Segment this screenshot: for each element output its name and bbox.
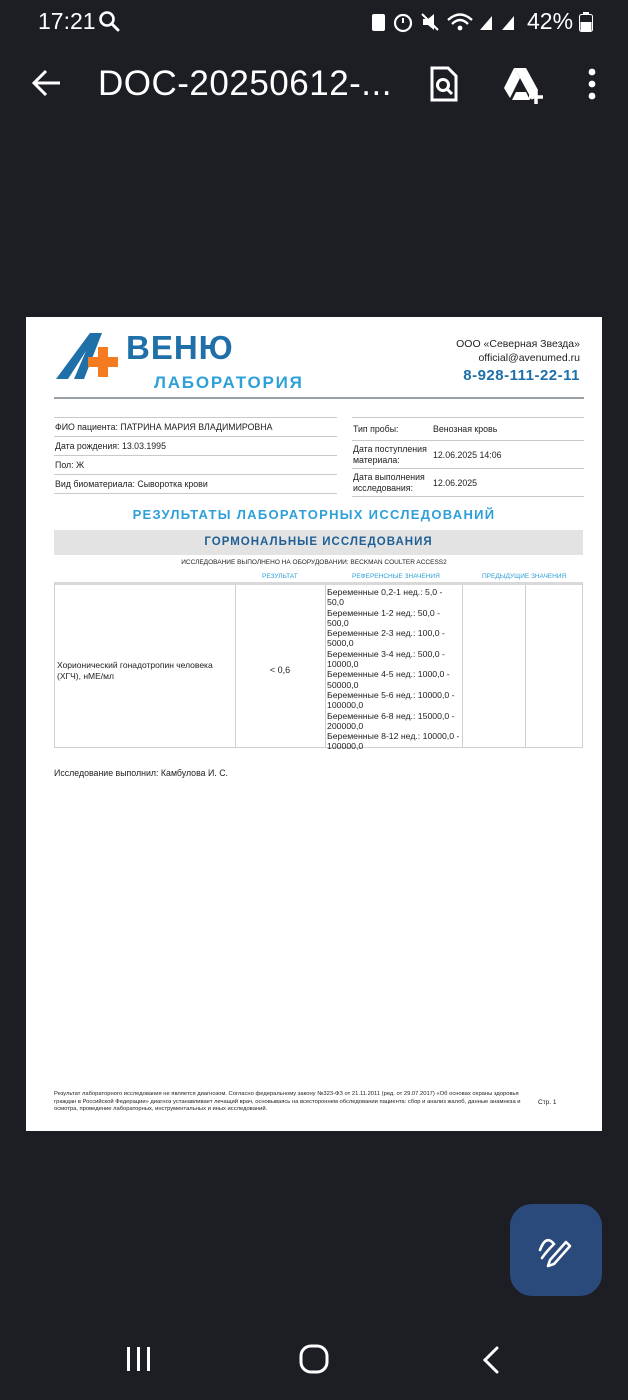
sample-received-value: 12.06.2025 14:06 bbox=[433, 449, 502, 460]
reference-line: Беременные 2-3 нед.: 100,0 - bbox=[327, 628, 445, 639]
reference-line: 500,0 bbox=[327, 617, 349, 628]
nav-back-icon[interactable] bbox=[480, 1346, 502, 1374]
status-icons bbox=[368, 10, 518, 34]
page-number: Стр. 1 bbox=[538, 1099, 557, 1106]
disclaimer: Результат лабораторного исследования не является диагнозом. Согласно федеральному закону №323-ФЗ от 21.11.2011 (ред. от 29.07.2017) «Об основах охраны здоровья граждан в Российской Федерации» диагноз устанавливает лечащий врач, основываясь на всестороннем обследовании пациента: сбор и анализ жалоб, данные анамнеза и осмотра, проведение лабораторных, инструментальных и иных исследований. bbox=[54, 1091, 521, 1113]
results-title: РЕЗУЛЬТАТЫ ЛАБОРАТОРНЫХ ИССЛЕДОВАНИЙ bbox=[132, 507, 496, 522]
search-document-icon[interactable] bbox=[424, 64, 464, 104]
logo-brand: ВЕНЮ bbox=[126, 329, 234, 366]
patient-info bbox=[54, 417, 337, 494]
reference-line: Беременные 3-4 нед.: 500,0 - bbox=[327, 648, 445, 659]
status-time: 17:21 bbox=[38, 8, 96, 34]
document-page[interactable] bbox=[26, 317, 602, 1131]
logo-a-icon bbox=[54, 329, 134, 385]
reference-line: Беременные 5-6 нед.: 10000,0 - bbox=[327, 689, 455, 700]
more-vert-icon[interactable] bbox=[580, 64, 604, 104]
performer: Исследование выполнил: Камбулова И. С. bbox=[54, 768, 228, 778]
sample-info bbox=[352, 417, 584, 497]
sample-done-value: 12.06.2025 bbox=[433, 477, 478, 488]
company-block bbox=[456, 337, 580, 383]
document-title: DOC-20250612-... bbox=[98, 64, 392, 103]
sample-done-row bbox=[352, 468, 584, 497]
company-phone: 8-928-111-22-11 bbox=[463, 367, 580, 384]
search-icon bbox=[98, 10, 120, 32]
sample-received-row bbox=[352, 440, 584, 468]
results-table bbox=[54, 582, 583, 752]
reference-line: Беременные 8-12 нед.: 10000,0 - bbox=[327, 731, 460, 742]
drive-add-icon[interactable] bbox=[500, 64, 546, 104]
edit-fab[interactable] bbox=[510, 1204, 602, 1296]
logo-subtitle: ЛАБОРАТОРИЯ bbox=[154, 373, 304, 392]
section-title: ГОРМОНАЛЬНЫЕ ИССЛЕДОВАНИЯ bbox=[54, 530, 583, 555]
reference-values bbox=[327, 587, 463, 752]
sample-type-value: Венозная кровь bbox=[433, 424, 498, 434]
navigation-bar bbox=[0, 1320, 628, 1400]
reference-line: 10000,0 bbox=[327, 659, 359, 670]
reference-line: 200000,0 bbox=[327, 720, 364, 731]
edit-pen-icon bbox=[536, 1230, 576, 1270]
equipment-line: ИССЛЕДОВАНИЕ ВЫПОЛНЕНО НА ОБОРУДОВАНИИ: BECKMAN COULTER ACCESS2 bbox=[181, 559, 447, 566]
test-result: < 0,6 bbox=[269, 665, 291, 675]
status-bar bbox=[0, 0, 628, 44]
reference-line: Беременные 1-2 нед.: 50,0 - bbox=[327, 607, 441, 618]
sample-received-label: Дата поступления материала: bbox=[353, 443, 427, 465]
reference-line: 50000,0 bbox=[327, 679, 359, 690]
company-email: official@avenumed.ru bbox=[478, 352, 580, 364]
col-reference-header: РЕФЕРЕНСНЫЕ ЗНАЧЕНИЯ bbox=[352, 573, 440, 580]
home-icon[interactable] bbox=[298, 1344, 330, 1374]
sample-type-row bbox=[352, 417, 584, 440]
sample-done-label: Дата выполнения исследования: bbox=[353, 471, 425, 493]
patient-dob: Дата рождения: 13.03.1995 bbox=[54, 436, 337, 455]
company-name: ООО «Северная Звезда» bbox=[456, 338, 580, 350]
battery-level: 42% bbox=[527, 8, 574, 34]
test-name: Хорионический гонадотропин человека (ХГЧ), нМЕ/мл bbox=[57, 660, 213, 681]
reference-line: 100000,0 bbox=[327, 741, 364, 752]
patient-sex: Пол: Ж bbox=[54, 455, 337, 474]
battery-icon bbox=[579, 12, 593, 32]
back-arrow-icon[interactable] bbox=[30, 66, 64, 100]
reference-line: Беременные 0,2-1 нед.: 5,0 - bbox=[327, 587, 443, 597]
app-bar bbox=[0, 44, 628, 124]
reference-line: 50,0 bbox=[327, 597, 344, 608]
table-col-divider bbox=[462, 585, 526, 747]
patient-name: ФИО пациента: ПАТРИНА МАРИЯ ВЛАДИМИРОВНА bbox=[54, 417, 337, 436]
reference-line: 5000,0 bbox=[327, 638, 354, 649]
patient-biomaterial: Вид биоматериала: Сыворотка крови bbox=[54, 474, 337, 494]
reference-line: 100000,0 bbox=[327, 700, 364, 711]
reference-line: Беременные 4-5 нед.: 1000,0 - bbox=[327, 669, 450, 680]
header-divider bbox=[54, 397, 584, 399]
col-previous-header: ПРЕДЫДУЩИЕ ЗНАЧЕНИЯ bbox=[482, 573, 567, 580]
col-result-header: РЕЗУЛЬТАТ bbox=[262, 573, 298, 580]
sample-type-label: Тип пробы: bbox=[353, 423, 399, 434]
recents-icon[interactable] bbox=[124, 1346, 154, 1372]
reference-line: Беременные 6-8 нед.: 15000,0 - bbox=[327, 710, 455, 721]
